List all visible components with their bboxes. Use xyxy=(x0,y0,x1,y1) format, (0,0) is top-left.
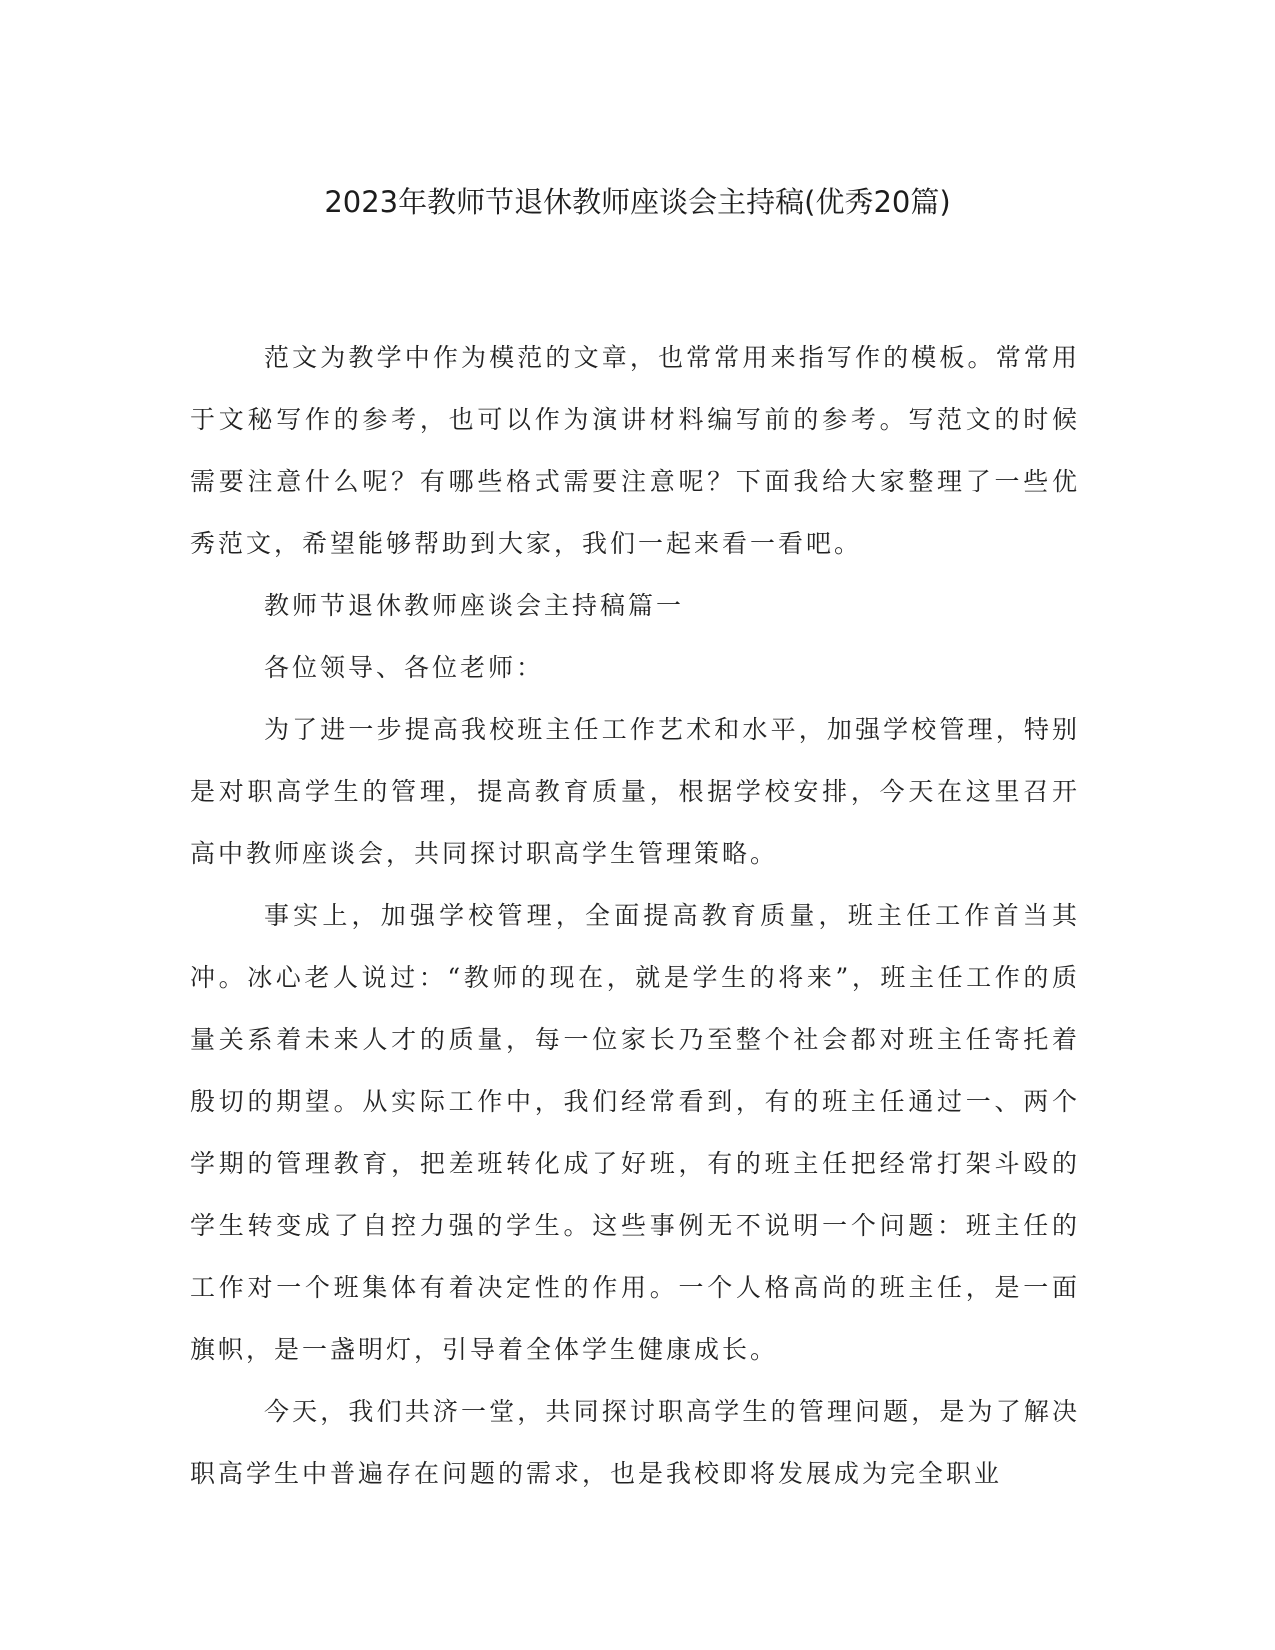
paragraph-intro: 范文为教学中作为模范的文章，也常常用来指写作的模板。常常用于文秘写作的参考，也可以作为演讲材料编写前的参考。写范文的时候需要注意什么呢？有哪些格式需要注意呢？下面我给大家整理了一些优秀范文，希望能够帮助到大家，我们一起来看一看吧。 xyxy=(190,343,1080,558)
paragraph-today: 今天，我们共济一堂，共同探讨职高学生的管理问题，是为了解决职高学生中普遍存在问题的需求，也是我校即将发展成为完全职业 xyxy=(190,1397,1080,1488)
paragraph-section-heading: 教师节退休教师座谈会主持稿篇一 xyxy=(264,591,685,620)
document-body xyxy=(190,327,1080,1505)
paragraph-main: 事实上，加强学校管理，全面提高教育质量，班主任工作首当其冲。冰心老人说过：“教师的现在，就是学生的将来”，班主任工作的质量关系着未来人才的质量，每一位家长乃至整个社会都对班主任寄托着殷切的期望。从实际工作中，我们经常看到，有的班主任通过一、两个学期的管理教育，把差班转化成了好班，有的班主任把经常打架斗殴的学生转变成了自控力强的学生。这些事例无不说明一个问题：班主任的工作对一个班集体有着决定性的作用。一个人格高尚的班主任，是一面旗帜，是一盏明灯，引导着全体学生健康成长。 xyxy=(190,901,1080,1364)
paragraph-salutation: 各位领导、各位老师： xyxy=(264,653,545,682)
document-title: 2023年教师节退休教师座谈会主持稿(优秀20篇) xyxy=(324,185,951,219)
paragraph-purpose: 为了进一步提高我校班主任工作艺术和水平，加强学校管理，特别是对职高学生的管理，提高教育质量，根据学校安排，今天在这里召开高中教师座谈会，共同探讨职高学生管理策略。 xyxy=(190,715,1080,868)
